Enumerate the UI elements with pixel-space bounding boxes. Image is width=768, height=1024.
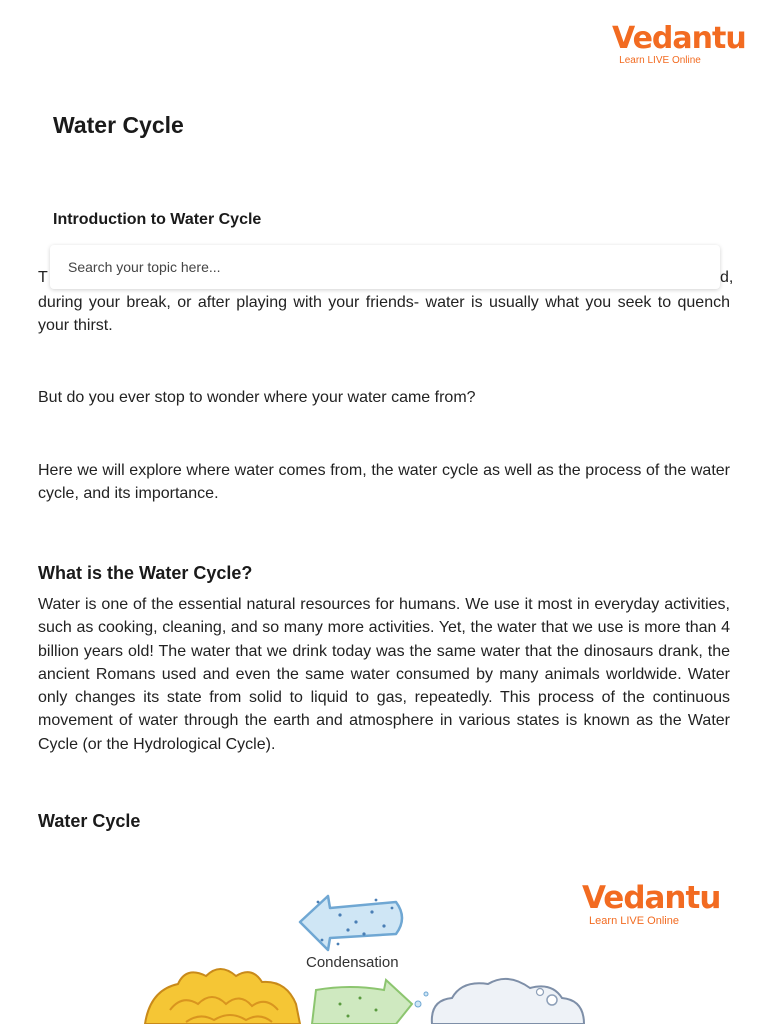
- page-title: Water Cycle: [53, 112, 184, 138]
- vedantu-watermark-logo: [582, 880, 721, 927]
- evaporation-arrow-icon: [312, 980, 412, 1024]
- intro-line-end: d,: [720, 269, 734, 286]
- sun-icon: [145, 969, 300, 1024]
- search-bar[interactable]: [50, 245, 720, 289]
- condensation-label: Condensation: [306, 954, 399, 971]
- search-input[interactable]: [66, 258, 704, 276]
- condensation-arrow-icon: [300, 896, 402, 950]
- water-cycle-heading: Water Cycle: [38, 811, 141, 831]
- logo-tagline: Learn LIVE Online: [619, 55, 701, 66]
- intro-line-start: T: [38, 269, 48, 286]
- vedantu-logo[interactable]: [612, 21, 746, 66]
- intro-paragraph-2: But do you ever stop to wonder where your water came from?: [38, 389, 476, 406]
- what-is-heading: What is the Water Cycle?: [38, 563, 253, 583]
- watermark-brand: Vedantu: [582, 880, 721, 916]
- cloud-icon: [415, 979, 584, 1024]
- intro-paragraph-3: Here we will explore where water comes from, the water cycle as well as the process of the water cycle, and its importance.: [38, 462, 730, 503]
- intro-paragraph-1: during your break, or after playing with your friends- water is usually what you seek to quench your thirst.: [38, 294, 730, 335]
- what-is-paragraph: Water is one of the essential natural resources for humans. We use it most in everyday activities, such as cooking, cleaning, and so many more activities. Yet, the water that we use is more than 4 billion years old! The water that we drink today was the same water that the dinosaurs drank, the ancient Romans used and even the same water consumed by many animals worldwide. Water only changes its state from solid to liquid to gas, repeatedly. This process of the continuous movement of water through the earth and atmosphere in various states is known as the Water Cycle (or the Hydrological Cycle).: [38, 596, 730, 753]
- watermark-tagline: Learn LIVE Online: [589, 915, 679, 927]
- intro-heading: Introduction to Water Cycle: [53, 211, 262, 228]
- logo-brand: Vedantu: [612, 21, 746, 56]
